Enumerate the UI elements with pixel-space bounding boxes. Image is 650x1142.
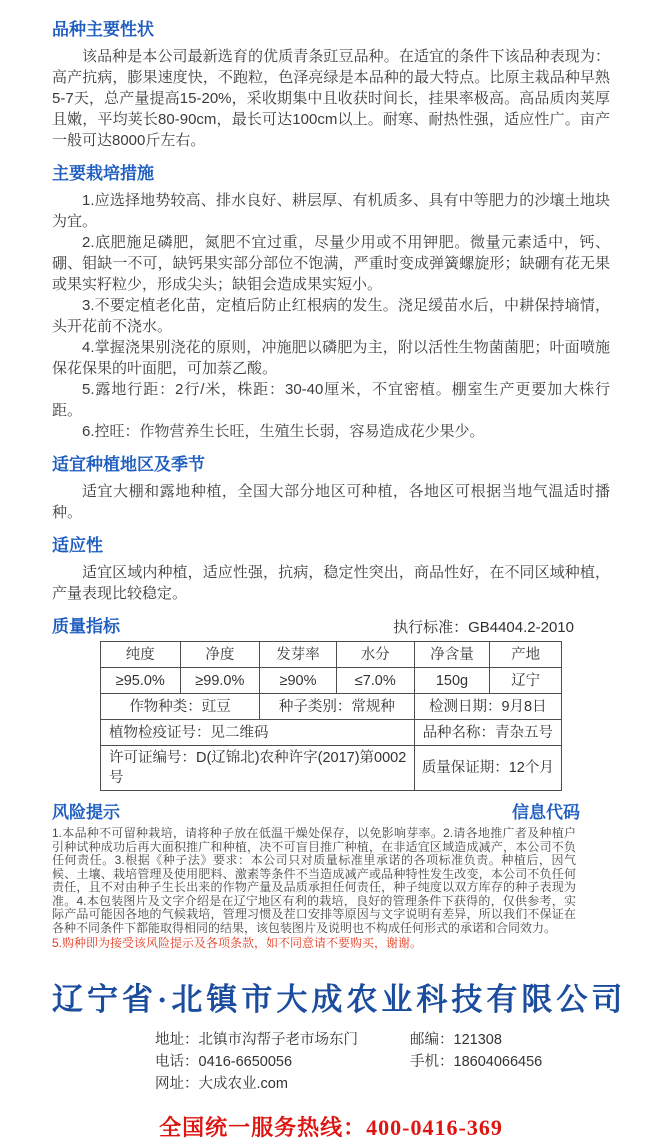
section-heading-quality: 质量指标 xyxy=(52,617,120,636)
cultivation-item: 6.控旺：作物营养生长旺，生殖生长弱，容易造成花少果少。 xyxy=(82,423,485,440)
table-row xyxy=(101,694,562,720)
table-cell: 检测日期：9月8日 xyxy=(414,694,561,720)
website-text: 网址：大成农业.com xyxy=(155,1076,288,1092)
table-values-row xyxy=(101,668,562,694)
adaptability-paragraph: 适宜区域内种植，适应性强，抗病，稳定性突出，商品性好，在不同区域种植，产量表现比较稳定。 xyxy=(52,564,610,602)
quality-heading-row xyxy=(52,616,610,637)
cultivation-item: 2.底肥施足磷肥，氮肥不宜过重，尽量少用或不用钾肥。微量元素适中，钙、硼、钼缺一不可，缺钙果实部分部位不饱满，严重时变成弹簧螺旋形；缺硼有花无果或果实籽粒少，形成尖头；缺钼会造成果实短小。 xyxy=(52,234,610,293)
quality-table xyxy=(100,641,562,791)
table-cell: 植物检疫证号：见二维码 xyxy=(101,720,415,746)
phone-text: 电话：0416-6650056 xyxy=(155,1054,293,1070)
table-cell: ≥95.0% xyxy=(101,668,181,694)
contact-line-website xyxy=(155,1073,610,1095)
table-cell: 品种名称：青杂五号 xyxy=(414,720,561,746)
risk-heading-row xyxy=(52,803,610,823)
execution-standard: 执行标准：GB4404.2-2010 xyxy=(393,619,574,636)
section-heading-traits: 品种主要性状 xyxy=(52,20,154,39)
address-text: 地址：北镇市沟帮子老市场东门 xyxy=(155,1032,358,1048)
service-hotline: 全国统一服务热线：400-0416-369 xyxy=(159,1115,503,1140)
table-cell: ≤7.0% xyxy=(336,668,414,694)
table-row xyxy=(101,746,562,791)
region-paragraph: 适宜大棚和露地种植，全国大部分地区可种植，各地区可根据当地气温适时播种。 xyxy=(52,483,610,521)
table-cell: 质量保证期：12个月 xyxy=(414,746,561,791)
contact-line-phone xyxy=(155,1051,610,1073)
col-header: 发芽率 xyxy=(260,642,337,668)
col-header: 净含量 xyxy=(414,642,490,668)
table-cell: 许可证编号：D(辽锦北)农种许字(2017)第0002号 xyxy=(101,746,415,791)
cultivation-item: 1.应选择地势较高、排水良好、耕层厚、有机质多、具有中等肥力的沙壤土地块为宜。 xyxy=(52,192,610,230)
col-header: 纯度 xyxy=(101,642,181,668)
table-row xyxy=(101,720,562,746)
section-heading-cultivation: 主要栽培措施 xyxy=(52,164,154,183)
section-heading-info-code: 信息代码 xyxy=(512,803,580,822)
cultivation-item: 3.不要定植老化苗，定植后防止红根病的发生。浇足缓苗水后，中耕保持墒情，头开花前不浇水。 xyxy=(52,297,610,335)
col-header: 水分 xyxy=(336,642,414,668)
table-cell: ≥99.0% xyxy=(180,668,260,694)
table-cell: 辽宁 xyxy=(490,668,562,694)
section-heading-risk: 风险提示 xyxy=(52,803,120,822)
table-cell: ≥90% xyxy=(260,668,337,694)
table-header-row xyxy=(101,642,562,668)
section-heading-region: 适宜种植地区及季节 xyxy=(52,455,205,474)
company-name: 辽宁省·北镇市大成农业科技有限公司 xyxy=(52,982,627,1017)
mobile-text: 手机：18604066456 xyxy=(410,1054,543,1070)
postcode-text: 邮编：121308 xyxy=(410,1032,502,1048)
cultivation-item: 4.掌握浇果别浇花的原则，冲施肥以磷肥为主，附以活性生物菌菌肥；叶面喷施保花保果的叶面肥，可加萘乙酸。 xyxy=(52,339,610,377)
table-cell: 150g xyxy=(414,668,490,694)
contact-block xyxy=(155,1029,610,1095)
traits-paragraph: 该品种是本公司最新选育的优质青条豇豆品种。在适宜的条件下该品种表现为：高产抗病，膨果速度快，不跑粒，色泽亮绿是本品种的最大特点。比原主栽品种早熟5-7天，总产量提高15-20%，采收期集中且收获时间长，挂果率极高。高品质肉荚厚且嫩，平均荚长80-90cm，最长可达100cm以上。耐寒、耐热性强，适应性广。亩产一般可达8000斤左右。 xyxy=(52,48,610,149)
section-heading-adaptability: 适应性 xyxy=(52,536,103,555)
col-header: 产地 xyxy=(490,642,562,668)
table-cell: 种子类别：常规种 xyxy=(260,694,415,720)
contact-line-address xyxy=(155,1029,610,1051)
cultivation-item: 5.露地行距：2行/米，株距：30-40厘米，不宜密植。棚室生产更要加大株行距。 xyxy=(52,381,610,419)
table-cell: 作物种类：豇豆 xyxy=(101,694,260,720)
risk-warning-line: 5.购种即为接受该风险提示及各项条款，如不同意请不要购买，谢谢。 xyxy=(52,936,423,950)
risk-fine-print: 1.本品种不可留种栽培，请将种子放在低温干燥处保存，以免影响芽率。2.请各地推广者及种植户引种试种成功后再大面积推广和种植，决不可盲目推广种植，在非适宜区域造成减产，本公司不负任何责任。3.根据《种子法》要求：本公司只对质量标准里承诺的各项标准负责。种植后，因气候、土壤、栽培管理及使用肥料、激素等条件不当造成减产或品种特性发生改变，本公司不负任何责任，且不对由种子生长出来的作物产量及品质承担任何责任，种子纯度以双方库存的种子表现为准。4.本包装图片及文字介绍是在辽宁地区有利的栽培，良好的管理条件下获得的，仅供参考，实际产品可能因各地的气候栽培，管理习惯及茬口安排等原因与文字说明有差异，所以我们不保证在各种不同条件下都能取得相同的结果，该包装图片及说明也不构成任何形式的承诺和合同效力。 xyxy=(52,826,576,935)
col-header: 净度 xyxy=(180,642,260,668)
